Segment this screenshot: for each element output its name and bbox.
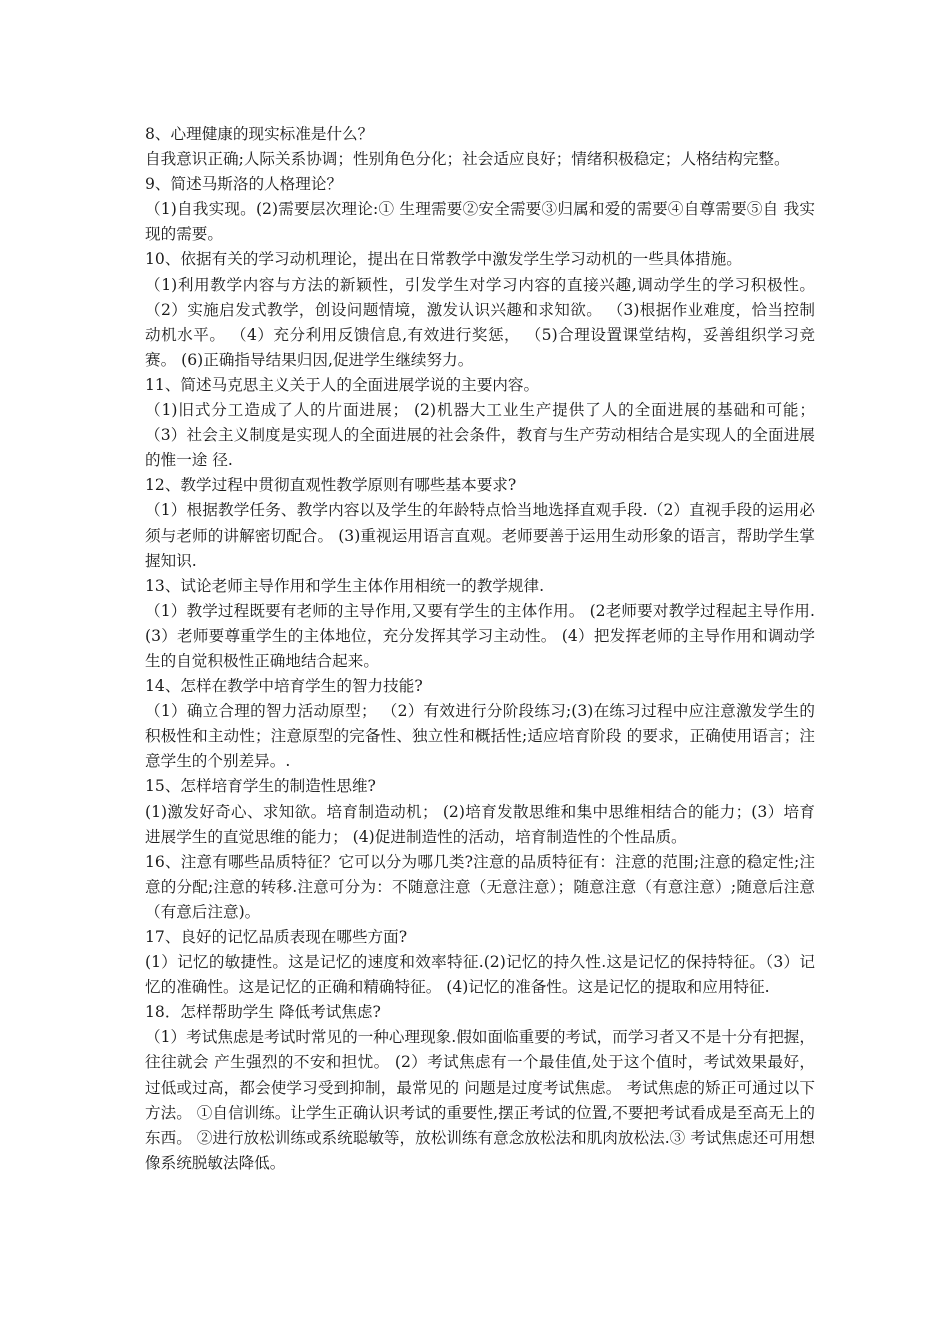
question-10-answer: （1)利用教学内容与方法的新颖性，引发学生对学习内容的直接兴趣,调动学生的学习积极性。 （2）实施启发式教学，创设问题情境，激发认识兴趣和求知欲。 （3)根据作业难度，恰当控制动机水平。 （4）充分利用反馈信息,有效进行奖惩， （5)合理设置课堂结构，妥善组织学习竞赛。 (6)正确指导结果归因,促进学生继续努力。 [145, 275, 815, 369]
question-11-answer: （1)旧式分工造成了人的片面进展； (2)机器大工业生产提供了人的全面进展的基础和可能； （3）社会主义制度是实现人的全面进展的社会条件，教育与生产劳动相结合是实现人的全面进展的惟一途 径. [145, 401, 815, 470]
question-18-title: 18．怎样帮助学生 降低考试焦虑? [145, 1003, 381, 1022]
question-13-answer: （1）教学过程既要有老师的主导作用,又要有学生的主体作用。 (2老师要对教学过程起主导作用.(3）老师要尊重学生的主体地位，充分发挥其学习主动性。 (4）把发挥老师的主导作用和调动学生的自觉积极性正确地结合起来。 [145, 601, 815, 670]
question-17-title: 17、良好的记忆品质表现在哪些方面? [145, 928, 408, 946]
question-17-answer: (1）记忆的敏捷性。这是记忆的速度和效率特征.(2)记忆的持久性.这是记忆的保持特征。（3）记忆的准确性。这是记忆的正确和精确特征。 (4)记忆的准备性。这是记忆的提取和应用特征. [145, 953, 815, 997]
question-11-title: 11、简述马克思主义关于人的全面进展学说的主要内容。 [145, 375, 540, 394]
question-8-answer: 自我意识正确;人际关系协调；性别角色分化；社会适应良好；情绪积极稳定；人格结构完整。 [145, 150, 790, 169]
question-10-title: 10、依据有关的学习动机理论，提出在日常教学中激发学生学习动机的一些具体措施。 [145, 250, 742, 269]
question-13-title: 13、试论老师主导作用和学生主体作用相统一的教学规律. [145, 576, 545, 595]
question-8-title: 8、心理健康的现实标准是什么？ [145, 125, 374, 143]
question-14-answer: （1）确立合理的智力活动原型； （2）有效进行分阶段练习;(3)在练习过程中应注意激发学生的积极性和主动性；注意原型的完备性、独立性和概括性;适应培育阶段 的要求，正确使用语言；注意学生的个别差异。. [145, 702, 815, 771]
document-body [145, 122, 815, 1176]
question-18-answer: （1）考试焦虑是考试时常见的一种心理现象.假如面临重要的考试，而学习者又不是十分有把握，往往就会 产生强烈的不安和担忧。 (2）考试焦虑有一个最佳值,处于这个值时，考试效果最好，过低或过高，都会使学习受到抑制，最常见的 问题是过度考试焦虑。 考试焦虑的矫正可通过以下方法。 ①自信训练。让学生正确认识考试的重要性,摆正考试的位置,不要把考试看成是至高无上的东西。 ②进行放松训练或系统聪敏等，放松训练有意念放松法和肌肉放松法.③ 考试焦虑还可用想像系统脱敏法降低。 [145, 1028, 815, 1172]
question-15-title: 15、怎样培育学生的制造性思维? [145, 777, 376, 796]
question-15-answer: (1)激发好奇心、求知欲。培育制造动机； (2)培育发散思维和集中思维相结合的能力；(3）培育进展学生的直觉思维的能力； (4)促进制造性的活动，培育制造性的个性品质。 [145, 802, 815, 846]
question-14-title: 14、怎样在教学中培育学生的智力技能? [145, 677, 423, 696]
question-9-title: 9、简述马斯洛的人格理论？ [145, 175, 343, 194]
question-9-answer: （1)自我实现。(2)需要层次理论:① 生理需要②安全需要③归属和爱的需要④自尊需要⑤自 我实现的需要。 [145, 200, 815, 244]
question-16-paragraph: 16、注意有哪些品质特征？它可以分为哪几类?注意的品质特征有：注意的范围;注意的稳定性;注意的分配;注意的转移.注意可分为：不随意注意（无意注意）；随意注意（有意注意）;随意后注意（有意后注意)。 [145, 852, 815, 921]
question-12-answer: （1）根据教学任务、教学内容以及学生的年龄特点恰当地选择直观手段.（2）直视手段的运用必须与老师的讲解密切配合。 (3)重视运用语言直观。老师要善于运用生动形象的语言，帮助学生掌握知识. [145, 501, 815, 570]
question-12-title: 12、教学过程中贯彻直观性教学原则有哪些基本要求? [145, 476, 517, 495]
